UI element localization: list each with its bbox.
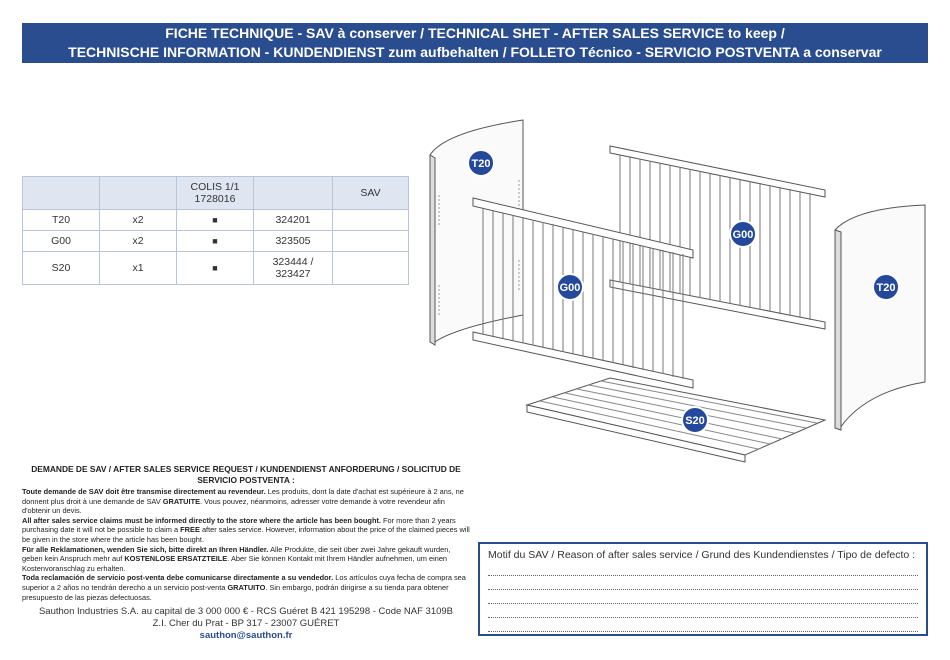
crib-exploded-drawing [415,110,935,470]
header-cell-sav: SAV [333,177,409,210]
part-badge-g00-front [557,274,583,300]
page-header [22,23,928,63]
header-cell-empty-3 [254,177,333,210]
part-mark: ■ [177,231,254,252]
header-cell-empty-1 [23,177,100,210]
colis-number: 1728016 [194,193,236,205]
reason-line[interactable] [488,591,918,604]
badge-s20-text: S20 [685,415,705,427]
badge-g00-back-text: G00 [732,229,754,241]
parts-table-header [23,177,409,210]
part-ref: 324201 [254,210,333,231]
mattress-base [527,378,825,462]
header-line-2: TECHNISCHE INFORMATION - KUNDENDIENST zum aufbehalten / FOLLETO Técnico - SERVICIO POSTVENTA a conservar [68,44,882,60]
header-cell-empty-2 [100,177,177,210]
part-sav-cell [333,210,409,231]
part-ref: 323444 / 323427 [254,252,333,285]
company-address: Z.I. Cher du Prat - BP 317 - 23007 GUÉRET [152,618,340,629]
part-mark: ■ [177,210,254,231]
part-code: S20 [23,252,100,285]
reason-line[interactable] [488,619,918,632]
part-sav-cell [333,252,409,285]
reason-line[interactable] [488,605,918,618]
reason-box [478,542,928,636]
part-ref: 323505 [254,231,333,252]
header-cell-colis [177,177,254,210]
badge-t20-left-text: T20 [471,158,491,170]
reason-title: Motif du SAV / Reason of after sales service / Grund des Kundendienstes / Tipo de defecto : [488,549,916,561]
reason-line[interactable] [488,577,918,590]
colis-label: COLIS 1/1 [190,181,240,193]
parts-table [22,176,409,285]
sav-request-title: DEMANDE DE SAV / AFTER SALES SERVICE REQUEST / KUNDENDIENST ANFORDERUNG / SOLICITUD DE SERVICIO POSTVENTA : [31,464,461,485]
part-sav-cell [333,231,409,252]
badge-g00-front-text: G00 [559,282,581,294]
sav-paragraph-de: Für alle Reklamationen, wenden Sie sich, bitte direkt an Ihren Händler. Alle Produkte, die seit über zwei Jahre gekauft wurden, geben kein Anspruch mehr auf KOSTENLOSE ERSATZTEILE. Aber Sie können Kontakt mit Ihrem Händler aufnehmen, um einen Kostenvoranschlag zu erhalten. [22,544,451,573]
sav-paragraph-fr: Toute demande de SAV doit être transmise directement au revendeur. Les produits, dont la date d'achat est supérieure à 2 ans, ne donnent plus droit à une demande de SAV GRATUITE. Vous pouvez, néanmoins, adresser votre demande à votre revendeur afin d'obtenir un devis. [22,487,464,516]
part-badge-s20 [682,407,708,433]
table-row [23,210,409,231]
reason-line[interactable] [488,563,918,576]
sav-paragraph-es: Toda reclamación de servicio post-venta debe comunicarse directamente a su vendedor. Los artículos cuya fecha de compra sea superior a 2 años no tendrán derecho a un servicio post-venta GRATUITO. Sin embargo, podrán dirigirse a su tienda para obtener presupuesto de las piezas defectuosas. [22,573,466,602]
part-qty: x2 [100,210,177,231]
company-email[interactable]: sauthon@sauthon.fr [199,630,293,641]
part-badge-t20-right [873,274,899,300]
company-footer [22,606,470,642]
badge-t20-right-text: T20 [876,282,896,294]
part-code: G00 [23,231,100,252]
sav-request-section [22,464,470,602]
part-code: T20 [23,210,100,231]
part-mark: ■ [177,252,254,285]
header-line-1: FICHE TECHNIQUE - SAV à conserver / TECHNICAL SHET - AFTER SALES SERVICE to keep / [165,25,785,41]
table-row [23,231,409,252]
part-badge-t20-left [468,150,494,176]
end-panel-right [835,205,925,430]
part-qty: x1 [100,252,177,285]
part-qty: x2 [100,231,177,252]
company-info: Sauthon Industries S.A. au capital de 3 000 000 € - RCS Guéret B 421 195298 - Code NAF 3109B [38,606,454,617]
table-row [23,252,409,285]
part-badge-g00-back [730,221,756,247]
sav-paragraph-en: All after sales service claims must be informed directly to the store where the article has been bought. For more than 2 years purchasing date it will not be possible to claim a FREE after sales service. However, information about the price of the claimed pieces will be given in the store where the article has been bought. [22,515,470,544]
